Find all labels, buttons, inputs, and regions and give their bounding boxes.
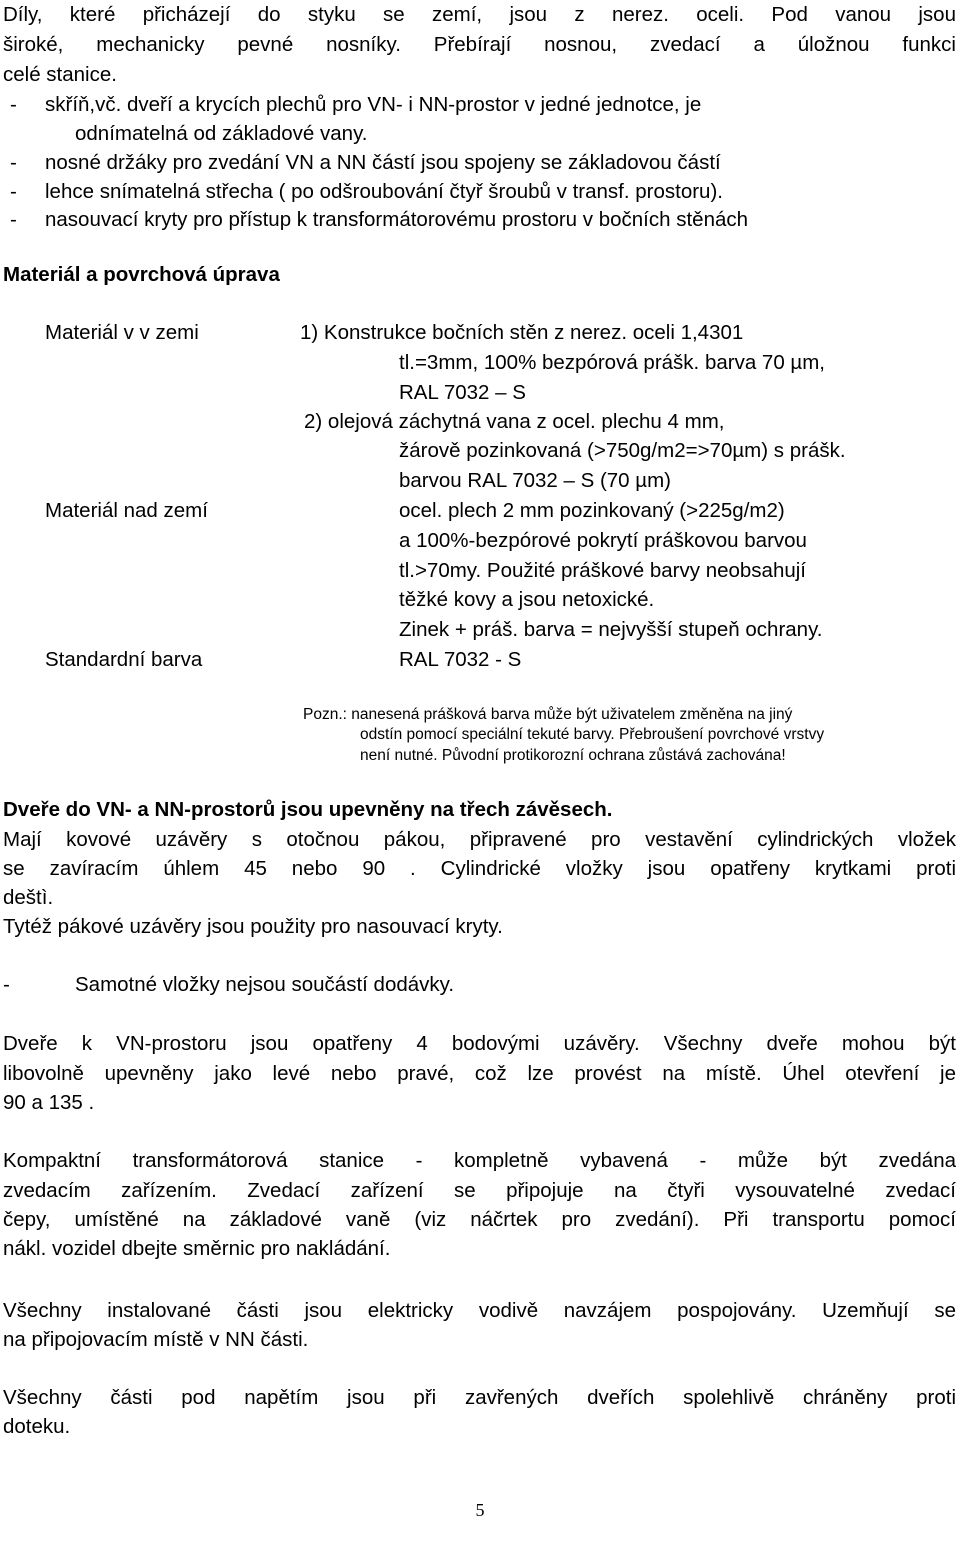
intro-line-2: široké, mechanicky pevné nosníky. Přebírají nosnou, zvedací a úložnou funkci <box>3 33 956 56</box>
doors-note: Samotné vložky nejsou součástí dodávky. <box>75 973 455 996</box>
bullet-text: nosné držáky pro zvedání VN a NN částí jsou spojeny se základovou částí <box>45 151 721 174</box>
below-ground-line: tl.=3mm, 100% bezpórová prášk. barva 70 µm, <box>399 351 825 374</box>
doors-p2-line: libovolně upevněny jako levé nebo pravé, což lze provést na místě. Úhel otevření je <box>3 1062 956 1085</box>
bullet-dash: - <box>10 93 17 116</box>
below-ground-line: barvou RAL 7032 – S (70 µm) <box>399 469 671 492</box>
doors-p2-line: 90 a 135 . <box>3 1091 95 1114</box>
lifting-paragraph-line: čepy, umístěné na základové vaně (viz náčrtek pro zvedání). Při transportu pomocí <box>3 1208 956 1231</box>
lifting-paragraph-line: zvedacím zařízením. Zvedací zařízení se připojuje na čtyři vysouvatelné zvedací <box>3 1179 956 1202</box>
bullet-text: skříň,vč. dveří a krycích plechů pro VN- i NN-prostor v jedné jednotce, je <box>45 93 702 116</box>
intro-line-1: Díly, které přicházejí do styku se zemí, jsou z nerez. oceli. Pod vanou jsou <box>3 3 956 26</box>
below-ground-line: žárově pozinkovaná (>750g/m2=>70µm) s prášk. <box>399 439 846 462</box>
note-line: : nanesená prášková barva může být uživatelem změněna na jiný <box>342 706 793 723</box>
standard-color-value: RAL 7032 - S <box>399 648 522 671</box>
standard-color-label: Standardní barva <box>45 648 203 671</box>
doors-note-dash: - <box>3 973 10 996</box>
doors-p2-line: Dveře k VN-prostoru jsou opatřeny 4 bodovými uzávěry. Všechny dveře mohou být <box>3 1032 956 1055</box>
doors-p1-line: Mají kovové uzávěry s otočnou pákou, připravené pro vestavění cylindrických vložek <box>3 828 956 851</box>
below-ground-label: Materiál v v zemi <box>45 321 199 344</box>
below-ground-line: 1) Konstrukce bočních stěn z nerez. oceli 1,4301 <box>300 321 744 344</box>
note-line: odstín pomocí speciální tekuté barvy. Přebroušení povrchové vrstvy <box>360 726 825 743</box>
grounding-paragraph-line: na připojovacím místě v NN části. <box>3 1328 309 1351</box>
safety-paragraph-line: Všechny části pod napětím jsou při zavřených dveřích spolehlivě chráněny proti <box>3 1386 956 1409</box>
doors-p1-line: se zavíracím úhlem 45 nebo 90 . Cylindrické vložky jsou opatřeny krytkami proti <box>3 857 956 880</box>
lifting-paragraph-line: nákl. vozidel dbejte směrnic pro nakládání. <box>3 1237 391 1260</box>
bullet-dash: - <box>10 180 17 203</box>
above-ground-line: těžké kovy a jsou netoxické. <box>399 588 655 611</box>
grounding-paragraph-line: Všechny instalované části jsou elektricky vodivě navzájem pospojovány. Uzemňují se <box>3 1299 956 1322</box>
note-line: není nutné. Původní protikorozní ochrana zůstává zachována! <box>360 747 786 764</box>
above-ground-line: a 100%-bezpórové pokrytí práškovou barvou <box>399 529 807 552</box>
section-heading: Materiál a povrchová úprava <box>3 263 280 286</box>
above-ground-line: tl.>70my. Použité práškové barvy neobsahují <box>399 559 806 582</box>
intro-line-3: celé stanice. <box>3 63 117 86</box>
page-number: 5 <box>475 1500 485 1520</box>
below-ground-line: 2) olejová záchytná vana z ocel. plechu 4 mm, <box>304 410 725 433</box>
below-ground-line: RAL 7032 – S <box>399 381 526 404</box>
above-ground-line: ocel. plech 2 mm pozinkovaný (>225g/m2) <box>399 499 785 522</box>
doors-heading: Dveře do VN- a NN-prostorů jsou upevněny na třech závěsech. <box>3 798 613 821</box>
bullet-continuation: odnímatelná od základové vany. <box>75 122 368 145</box>
note <box>303 704 792 725</box>
lifting-paragraph-line: Kompaktní transformátorová stanice - kompletně vybavená - může být zvedána <box>3 1149 956 1172</box>
above-ground-label: Materiál nad zemí <box>45 499 208 522</box>
bullet-dash: - <box>10 151 17 174</box>
doors-p1-line: deštì. <box>3 886 54 909</box>
safety-paragraph-line: doteku. <box>3 1415 71 1438</box>
doors-p1-tail: Tytéž pákové uzávěry jsou použity pro nasouvací kryty. <box>3 915 503 938</box>
note-label: Pozn. <box>303 706 343 723</box>
bullet-text: nasouvací kryty pro přístup k transformátorovému prostoru v bočních stěnách <box>45 208 749 231</box>
bullet-dash: - <box>10 208 17 231</box>
bullet-text: lehce snímatelná střecha ( po odšroubování čtyř šroubů v transf. prostoru). <box>45 180 723 203</box>
above-ground-line: Zinek + práš. barva = nejvyšší stupeň ochrany. <box>399 618 823 641</box>
